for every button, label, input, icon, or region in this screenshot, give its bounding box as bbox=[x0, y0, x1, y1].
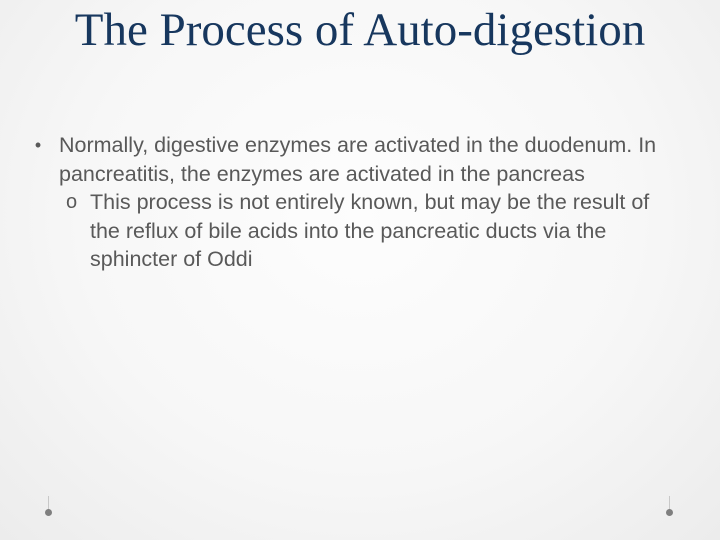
decorative-dot-left-icon bbox=[45, 509, 52, 516]
decorative-line-right bbox=[669, 496, 670, 510]
bullet-circle-icon: o bbox=[66, 191, 78, 213]
bullet-level-2 bbox=[28, 188, 678, 274]
slide-title: The Process of Auto-digestion bbox=[74, 4, 646, 56]
bullet-level-1 bbox=[28, 131, 678, 188]
decorative-dot-right-icon bbox=[666, 509, 673, 516]
slide-body bbox=[28, 131, 678, 274]
decorative-line-left bbox=[48, 496, 49, 510]
bullet-dot-icon: • bbox=[34, 135, 42, 155]
bullet-text: Normally, digestive enzymes are activated in the duodenum. In pancreatitis, the enzymes are activated in the pancreas bbox=[59, 133, 657, 186]
bullet-text: This process is not entirely known, but may be the result of the reflux of bile acids into the pancreatic ducts via the sphincter of Oddi bbox=[90, 190, 650, 271]
